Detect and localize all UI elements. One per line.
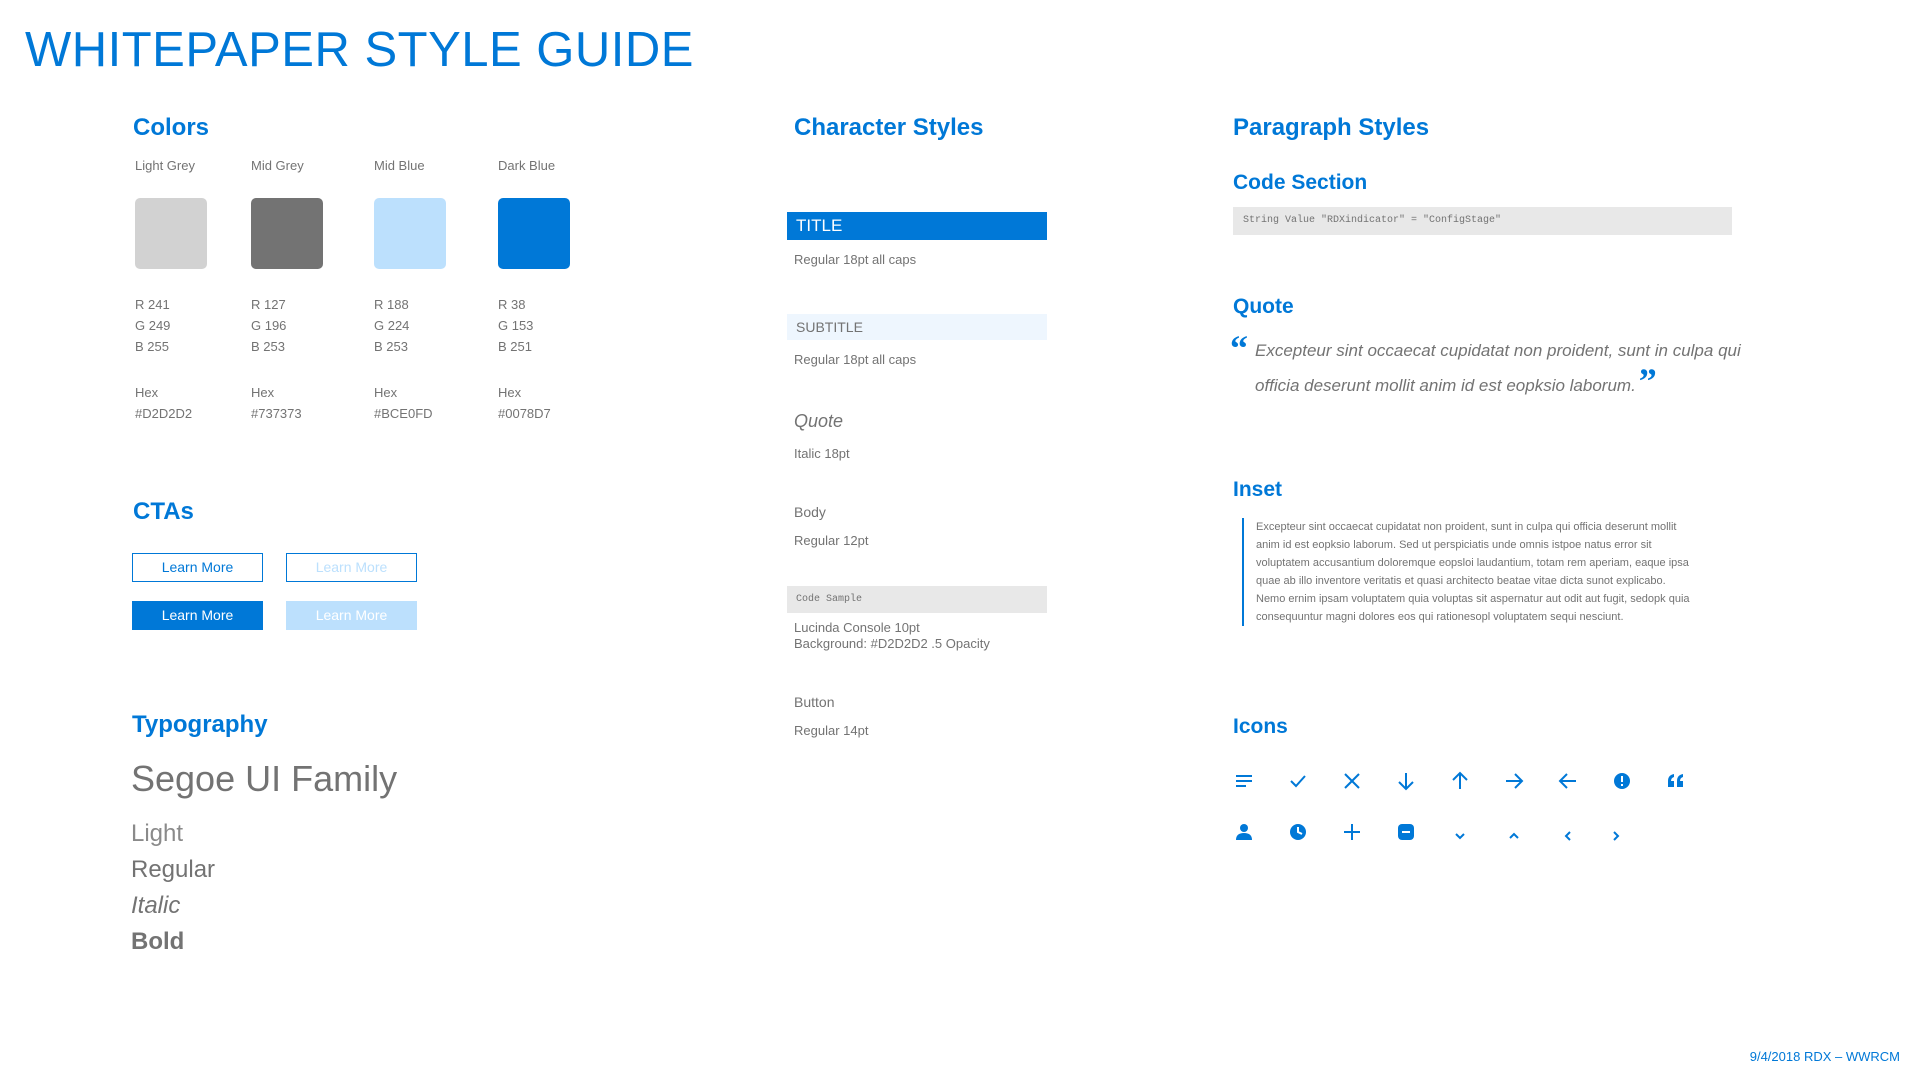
inset-block	[1242, 518, 1690, 626]
inset-line: consequuntur magni dolores eos qui rationesopl voluptatem sequi nesciunt.	[1256, 611, 1624, 623]
rgb-r: R 188	[374, 297, 409, 312]
inset-line: anim id est eopksio laborum. Sed ut perspiciatis unde omnis istpoe natus error sit	[1256, 539, 1652, 551]
chevron-left-icon[interactable]	[1556, 824, 1580, 848]
person-icon[interactable]	[1232, 820, 1256, 844]
icons-heading: Icons	[1233, 715, 1288, 738]
hex-value: #D2D2D2	[135, 406, 193, 421]
page-title: WHITEPAPER STYLE GUIDE	[25, 23, 694, 77]
rgb-r: R 127	[251, 297, 286, 312]
swatch-dark-blue	[498, 198, 570, 269]
button-desc: Regular 14pt	[794, 723, 869, 738]
alert-icon[interactable]	[1610, 769, 1634, 793]
swatch-hex-dark-blue	[498, 382, 551, 424]
rgb-b: B 255	[135, 339, 169, 354]
check-icon[interactable]	[1286, 769, 1310, 793]
title-sample: TITLE	[787, 212, 1047, 240]
chevron-right-icon[interactable]	[1604, 824, 1628, 848]
rgb-g: G 224	[374, 318, 410, 333]
typography-regular: Regular	[131, 856, 216, 883]
body-sample: Body	[794, 504, 826, 520]
swatch-light-grey	[135, 198, 207, 269]
swatch-name-light-grey: Light Grey	[135, 158, 195, 173]
paragraph-styles-heading: Paragraph Styles	[1233, 114, 1430, 141]
menu-icon[interactable]	[1232, 769, 1256, 793]
swatch-rgb-mid-blue	[374, 294, 409, 357]
arrow-right-icon[interactable]	[1502, 769, 1526, 793]
arrow-left-icon[interactable]	[1556, 769, 1580, 793]
title-desc: Regular 18pt all caps	[794, 252, 917, 267]
learn-more-outline-disabled-button[interactable]: Learn More	[286, 553, 417, 582]
learn-more-solid-disabled-button[interactable]: Learn More	[286, 601, 417, 630]
chevron-down-icon[interactable]	[1448, 824, 1472, 848]
inset-line: quae ab illo inventore veritatis et quasi architecto beatae vitae dicta sunot explicabo.	[1256, 575, 1666, 587]
inset-heading: Inset	[1233, 478, 1283, 501]
code-section-block: String Value "RDXindicator" = "ConfigStage"	[1233, 207, 1732, 235]
subtitle-sample: SUBTITLE	[787, 314, 1047, 340]
hex-label: Hex	[498, 385, 522, 400]
quote-line-2-text: officia deserunt mollit anim id est eopksio laborum.	[1255, 376, 1636, 395]
learn-more-outline-button[interactable]: Learn More	[132, 553, 263, 582]
open-quote-icon: “	[1230, 328, 1248, 368]
rgb-r: R 38	[498, 297, 526, 312]
rgb-r: R 241	[135, 297, 170, 312]
footer-date: 9/4/2018 RDX – WWRCM	[1749, 1049, 1900, 1064]
code-sample: Code Sample	[787, 586, 1047, 613]
code-desc-1: Lucinda Console 10pt	[794, 620, 920, 635]
typography-family: Segoe UI Family	[131, 758, 398, 799]
typography-heading: Typography	[132, 711, 268, 738]
swatch-rgb-light-grey	[135, 294, 170, 357]
hex-value: #0078D7	[498, 406, 551, 421]
quote-desc: Italic 18pt	[794, 446, 850, 461]
swatch-hex-light-grey	[135, 382, 192, 424]
swatch-hex-mid-blue	[374, 382, 433, 424]
swatch-mid-blue	[374, 198, 446, 269]
inset-line: voluptatem accusantium doloremque eopsloi laudantium, totam rem aperiam, eaque ipsa	[1256, 557, 1689, 569]
rgb-b: B 251	[498, 339, 532, 354]
minus-icon[interactable]	[1394, 820, 1418, 844]
plus-icon[interactable]	[1340, 820, 1364, 844]
colors-heading: Colors	[133, 114, 210, 141]
rgb-g: G 249	[135, 318, 171, 333]
quote-icon[interactable]	[1664, 769, 1688, 793]
swatch-mid-grey	[251, 198, 323, 269]
subtitle-desc: Regular 18pt all caps	[794, 352, 917, 367]
swatch-name-mid-grey: Mid Grey	[251, 158, 304, 173]
typography-italic: Italic	[131, 892, 181, 919]
quote-line-1: Excepteur sint occaecat cupidatat non proident, sunt in culpa qui	[1255, 341, 1741, 360]
hex-label: Hex	[251, 385, 275, 400]
typography-light: Light	[131, 820, 184, 847]
chevron-up-icon[interactable]	[1502, 824, 1526, 848]
body-desc: Regular 12pt	[794, 533, 869, 548]
inset-line: Nemo ernim ipsam voluptatem quia voluptas sit aspernatur aut odit aut fugit, sedopk quia	[1256, 593, 1690, 605]
swatch-name-dark-blue: Dark Blue	[498, 158, 556, 173]
arrow-up-icon[interactable]	[1448, 769, 1472, 793]
rgb-g: G 196	[251, 318, 287, 333]
ctas-heading: CTAs	[133, 498, 194, 525]
quote-sample: Quote	[794, 411, 844, 431]
hex-label: Hex	[135, 385, 159, 400]
hex-label: Hex	[374, 385, 398, 400]
inset-line: Excepteur sint occaecat cupidatat non proident, sunt in culpa qui officia deserunt mollit	[1256, 521, 1677, 533]
arrow-down-icon[interactable]	[1394, 769, 1418, 793]
quote-heading: Quote	[1233, 295, 1294, 318]
code-desc-2: Background: #D2D2D2 .5 Opacity	[794, 636, 990, 651]
learn-more-solid-button[interactable]: Learn More	[132, 601, 263, 630]
swatch-name-mid-blue: Mid Blue	[374, 158, 425, 173]
close-quote-icon: ”	[1638, 361, 1657, 401]
rgb-b: B 253	[374, 339, 408, 354]
character-styles-heading: Character Styles	[794, 114, 984, 141]
hex-value: #BCE0FD	[374, 406, 433, 421]
quote-line-2	[1255, 361, 1657, 401]
hex-value: #737373	[251, 406, 302, 421]
typography-bold: Bold	[131, 928, 185, 955]
code-section-heading: Code Section	[1233, 171, 1368, 194]
rgb-b: B 253	[251, 339, 285, 354]
clock-icon[interactable]	[1286, 820, 1310, 844]
button-sample: Button	[794, 694, 835, 710]
swatch-rgb-mid-grey	[251, 294, 286, 357]
rgb-g: G 153	[498, 318, 534, 333]
swatch-hex-mid-grey	[251, 382, 302, 424]
close-icon[interactable]	[1340, 769, 1364, 793]
swatch-rgb-dark-blue	[498, 294, 533, 357]
